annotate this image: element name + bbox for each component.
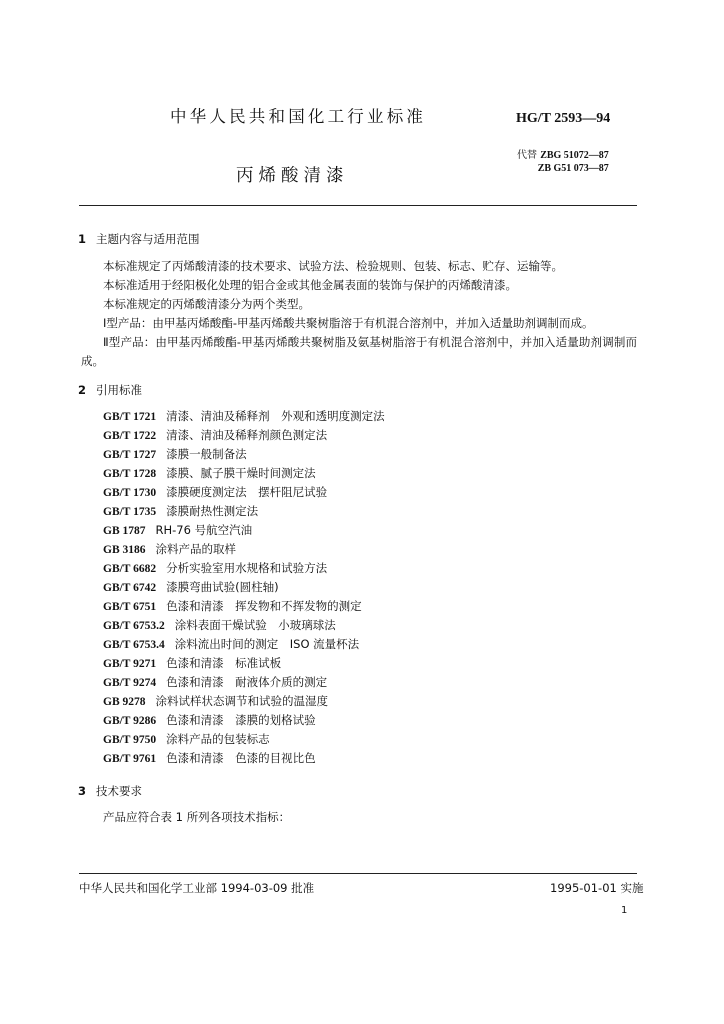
reference-code: GB/T 9761 — [103, 753, 157, 765]
standard-category: 中华人民共和国化工行业标准 — [170, 107, 427, 126]
reference-name: 清漆、清油及稀释剂颜色测定法 — [166, 428, 328, 442]
paragraph: 产品应符合表 1 所列各项技术指标： — [103, 810, 291, 824]
implementation-date: 1995-01-01 实施 — [550, 881, 644, 895]
reference-code: GB/T 6751 — [103, 601, 157, 613]
reference-list — [103, 407, 385, 768]
reference-item — [103, 445, 385, 464]
reference-item — [103, 692, 385, 711]
section-title: 主题内容与适用范围 — [96, 232, 200, 246]
reference-item — [103, 578, 385, 597]
reference-code: GB/T 9286 — [103, 715, 157, 727]
reference-name: 涂料产品的取样 — [155, 542, 236, 556]
reference-name: 漆膜耐热性测定法 — [166, 504, 259, 518]
reference-item — [103, 730, 385, 749]
reference-name: RH-76 号航空汽油 — [155, 523, 253, 537]
paragraph: 本标准适用于经阳极化处理的铝合金或其他金属表面的装饰与保护的丙烯酸清漆。 — [103, 278, 517, 292]
reference-name: 涂料试样状态调节和试验的温湿度 — [155, 694, 328, 708]
replaces-label: 代替 — [517, 150, 537, 161]
section-title: 技术要求 — [96, 784, 142, 798]
reference-item — [103, 540, 385, 559]
reference-name: 漆膜硬度测定法 摆杆阻尼试验 — [166, 485, 328, 499]
reference-item — [103, 464, 385, 483]
reference-name: 漆膜一般制备法 — [166, 447, 247, 461]
reference-name: 色漆和清漆 耐液体介质的测定 — [166, 675, 328, 689]
reference-code: GB 3186 — [103, 544, 146, 556]
paragraph: 本标准规定了丙烯酸清漆的技术要求、试验方法、检验规则、包装、标志、贮存、运输等。 — [103, 259, 563, 273]
approval-line: 中华人民共和国化学工业部 1994-03-09 批准 — [79, 881, 315, 895]
section-number: 1 — [78, 232, 87, 246]
reference-code: GB/T 9750 — [103, 734, 157, 746]
section-title: 引用标准 — [96, 383, 142, 397]
reference-item — [103, 635, 385, 654]
section-3-body — [81, 808, 637, 827]
page-number: 1 — [621, 905, 628, 916]
reference-name: 色漆和清漆 漆膜的划格试验 — [166, 713, 316, 727]
reference-name: 色漆和清漆 挥发物和不挥发物的测定 — [166, 599, 362, 613]
replaces-standard: ZBG 51072—87 — [540, 150, 609, 161]
section-number: 3 — [78, 784, 87, 798]
reference-code: GB/T 6682 — [103, 563, 157, 575]
reference-item — [103, 711, 385, 730]
reference-code: GB 9278 — [103, 696, 146, 708]
section-1-body — [81, 257, 637, 371]
reference-name: 清漆、清油及稀释剂 外观和透明度测定法 — [166, 409, 385, 423]
reference-code: GB/T 1730 — [103, 487, 157, 499]
document-title: 丙烯酸清漆 — [236, 166, 349, 186]
reference-code: GB 1787 — [103, 525, 146, 537]
reference-item — [103, 502, 385, 521]
paragraph: Ⅰ型产品：由甲基丙烯酸酯-甲基丙烯酸共聚树脂溶于有机混合溶剂中，并加入适量助剂调制而成。 — [103, 316, 594, 330]
reference-code: GB/T 1722 — [103, 430, 157, 442]
reference-item — [103, 749, 385, 768]
reference-code: GB/T 6753.2 — [103, 620, 165, 632]
reference-code: GB/T 1727 — [103, 449, 157, 461]
reference-code: GB/T 6753.4 — [103, 639, 165, 651]
reference-item — [103, 673, 385, 692]
standard-number: HG/T 2593—94 — [516, 111, 611, 126]
replaces-standard: ZB G51 073—87 — [537, 163, 609, 174]
reference-code: GB/T 1735 — [103, 506, 157, 518]
reference-item — [103, 483, 385, 502]
reference-item — [103, 654, 385, 673]
section-2-heading — [78, 382, 142, 398]
reference-code: GB/T 9271 — [103, 658, 157, 670]
reference-code: GB/T 1728 — [103, 468, 157, 480]
reference-name: 漆膜弯曲试验(圆柱轴) — [166, 580, 279, 594]
reference-code: GB/T 6742 — [103, 582, 157, 594]
reference-name: 漆膜、腻子膜干燥时间测定法 — [166, 466, 316, 480]
reference-item — [103, 521, 385, 540]
reference-item — [103, 407, 385, 426]
reference-name: 涂料流出时间的测定 ISO 流量杯法 — [174, 637, 360, 651]
reference-item — [103, 426, 385, 445]
reference-item — [103, 616, 385, 635]
section-1-heading — [78, 231, 200, 247]
reference-name: 色漆和清漆 标准试板 — [166, 656, 282, 670]
reference-name: 涂料产品的包装标志 — [166, 732, 270, 746]
paragraph: Ⅱ型产品：由甲基丙烯酸酯-甲基丙烯酸共聚树脂及氨基树脂溶于有机混合溶剂中，并加入适量助剂调制而成。 — [81, 335, 637, 368]
footer-divider — [79, 873, 637, 874]
section-3-heading — [78, 783, 142, 799]
section-number: 2 — [78, 383, 87, 397]
reference-name: 色漆和清漆 色漆的目视比色 — [166, 751, 316, 765]
header-divider — [79, 205, 637, 206]
reference-name: 涂料表面干燥试验 小玻璃球法 — [174, 618, 336, 632]
reference-code: GB/T 9274 — [103, 677, 157, 689]
reference-code: GB/T 1721 — [103, 411, 157, 423]
reference-item — [103, 559, 385, 578]
reference-name: 分析实验室用水规格和试验方法 — [166, 561, 328, 575]
reference-item — [103, 597, 385, 616]
replaces-block — [517, 149, 609, 175]
paragraph: 本标准规定的丙烯酸清漆分为两个类型。 — [103, 297, 310, 311]
